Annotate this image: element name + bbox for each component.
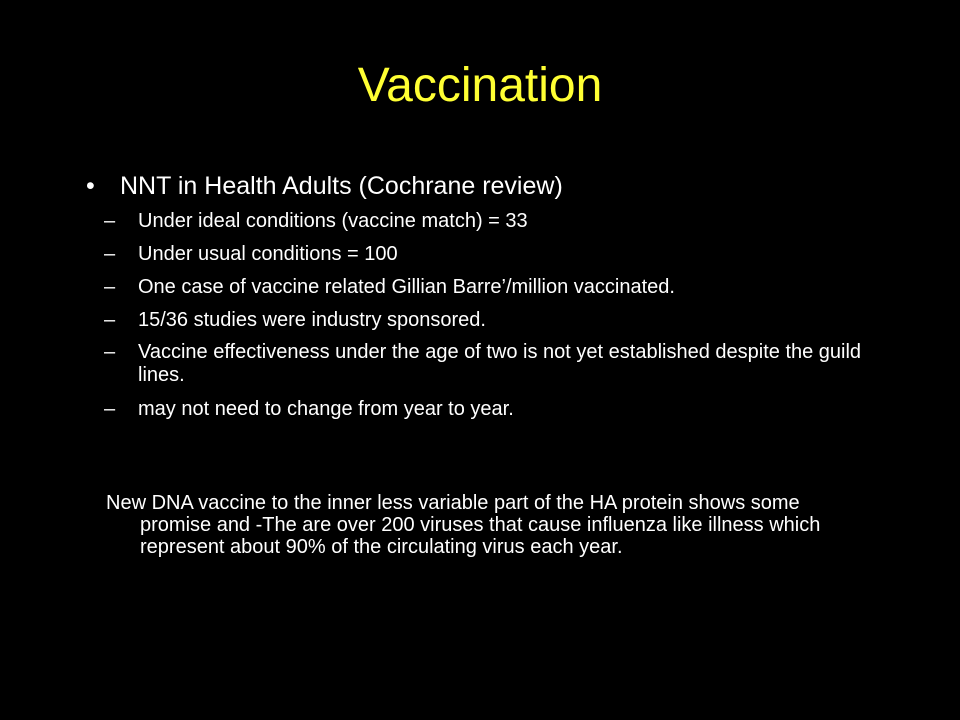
main-bullet (86, 170, 563, 202)
sub-item-text: Under ideal conditions (vaccine match) = 33 (138, 210, 528, 232)
sub-item (104, 398, 924, 421)
sub-item-text: Vaccine effectiveness under the age of two is not yet established despite the guild lines. (138, 341, 862, 386)
sub-item-marker: – (104, 341, 116, 363)
sub-item-text: One case of vaccine related Gillian Barre’/million vaccinated. (138, 276, 675, 298)
sub-item-marker: – (104, 210, 116, 232)
sub-item-marker: – (104, 309, 116, 331)
sub-item-marker: – (104, 276, 116, 298)
bullet-text: NNT in Health Adults (Cochrane review) (120, 172, 563, 200)
sub-item (104, 276, 924, 299)
sub-item (104, 243, 924, 266)
sub-item-text: 15/36 studies were industry sponsored. (138, 309, 486, 331)
dna-vaccine-paragraph: New DNA vaccine to the inner less variable part of the HA protein shows some promise and -The are over 200 viruses that cause influenza like illness which represent about 90% of the circulating virus each year. (106, 492, 821, 558)
bullet-marker: • (86, 172, 95, 200)
sub-item (104, 341, 904, 387)
sub-item-marker: – (104, 243, 116, 265)
sub-item-marker: – (104, 398, 116, 420)
sub-item-text: may not need to change from year to year. (138, 398, 514, 420)
sub-item-text: Under usual conditions = 100 (138, 243, 398, 265)
sub-item (104, 210, 924, 233)
slide-title: Vaccination (357, 59, 603, 112)
sub-item (104, 309, 924, 332)
